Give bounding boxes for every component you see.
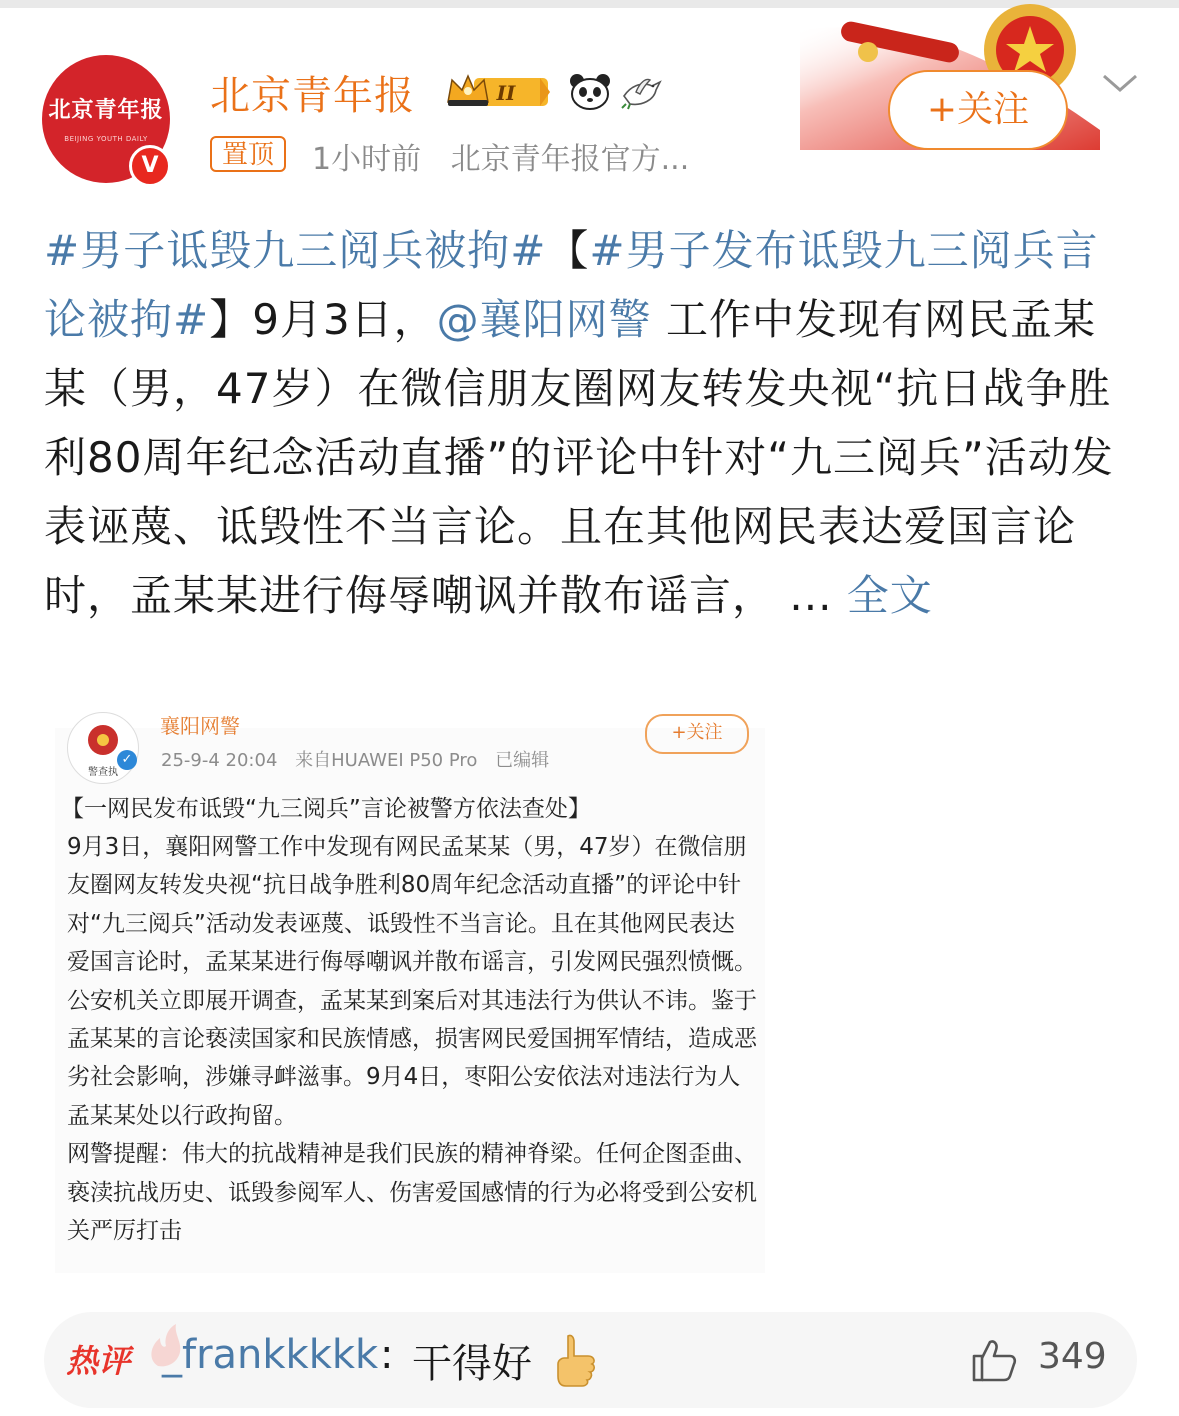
expand-full-text-link[interactable]: 全文 [846,571,933,620]
image-meta: 25-9-4 20:04 来自HUAWEI P50 Pro 已编辑 [161,750,550,771]
follow-button[interactable]: +关注 [888,70,1068,150]
post-text: #男子诋毁九三阅兵被拘#【#男子发布诋毁九三阅兵言论被拘#】9月3日，@襄阳网警 工作中发现有网民孟某某（男，47岁）在微信朋友圈网友转发央视“抗日战争胜利80周年纪念活动直播”的评论中针对“九三阅兵”活动发表诬蔑、诋毁性不当言论。且在其他网民表达爱国言论时，孟某某进行侮辱嘲讽并散布谣言， ... 全文 [44,226,1114,620]
police-avatar: 警查执 [67,712,139,784]
rank-badge-text: II [496,81,516,105]
comment-text: 干得好 [412,1341,532,1387]
like-count: 349 [1038,1336,1107,1377]
image-paragraph: 9月3日，襄阳网警工作中发现有网民孟某某（男，47岁）在微信朋友圈网友转发央视“抗日战争胜利80周年纪念活动直播”的评论中针对“九三阅兵”活动发表诬蔑、诋毁性不当言论。且在其他网民表达爱国言论时，孟某某进行侮辱嘲讽并散布谣言，引发网民强烈愤慨。 [67,834,757,976]
top-divider [0,0,1179,8]
post-time: 1小时前 [312,142,422,177]
hashtag-link[interactable]: #男子发布诋毁九三阅兵言论被拘# [44,226,1099,344]
dove-icon [620,74,664,110]
like-icon[interactable] [970,1336,1018,1384]
image-paragraph: 公安机关立即展开调查，孟某某到案后对其违法行为供认不讳。鉴于孟某某的言论亵渎国家和民族情感，损害网民爱国拥军情结，造成恶劣社会影响，涉嫌寻衅滋事。9月4日，枣阳公安依法对违法行为人孟某某处以行政拘留。 [67,987,757,1129]
post-meta [312,134,709,178]
post-body-text: 9月3日， [252,295,437,344]
police-emblem-icon [88,725,118,755]
panda-icon [568,72,612,110]
image-account-name: 襄阳网警 [160,714,240,738]
image-title: 【一网民发布诋毁“九三阅兵”言论被警方依法查处】 [61,796,591,822]
verified-icon: ✓ [117,750,137,770]
post-source: 北京青年报官方... [450,142,690,177]
hashtag-link[interactable]: #男子诋毁九三阅兵被拘# [44,226,547,275]
hot-comment[interactable]: 热评 _frankkkkk : 干得好 349 [44,1312,1137,1408]
thumbs-up-emoji-icon [554,1330,598,1388]
comment-username[interactable]: _frankkkkk [162,1332,379,1378]
pinned-badge: 置顶 [210,136,286,172]
image-follow-button: +关注 [645,714,749,754]
account-name[interactable]: 北京青年报 [210,73,415,119]
mention-link[interactable]: @襄阳网警 [436,295,652,344]
post-image[interactable] [55,714,765,1273]
verified-icon: V [129,145,171,187]
post-body-text: 工作中发现有网民孟某某（男，47岁）在微信朋友圈网友转发央视“抗日战争胜利80周年纪念活动直播”的评论中针对“九三阅兵”活动发表诬蔑、诋毁性不当言论。且在其他网民表达爱国言论时，孟某某进行侮辱嘲讽并散布谣言， [44,295,1114,620]
avatar-logo-text: 北京青年报 [48,97,164,123]
image-body [67,828,757,1250]
crown-badge-icon[interactable] [444,72,552,110]
hot-comment-tag: 热评 [66,1342,131,1380]
avatar-logo-subtext: BEIJING YOUTH DAILY [64,135,148,143]
chevron-down-icon[interactable] [1100,68,1140,98]
image-paragraph: 网警提醒：伟大的抗战精神是我们民族的精神脊梁。任何企图歪曲、亵渎抗战历史、诋毁参阅军人、伤害爱国感情的行为必将受到公安机关严厉打击 [67,1141,757,1245]
